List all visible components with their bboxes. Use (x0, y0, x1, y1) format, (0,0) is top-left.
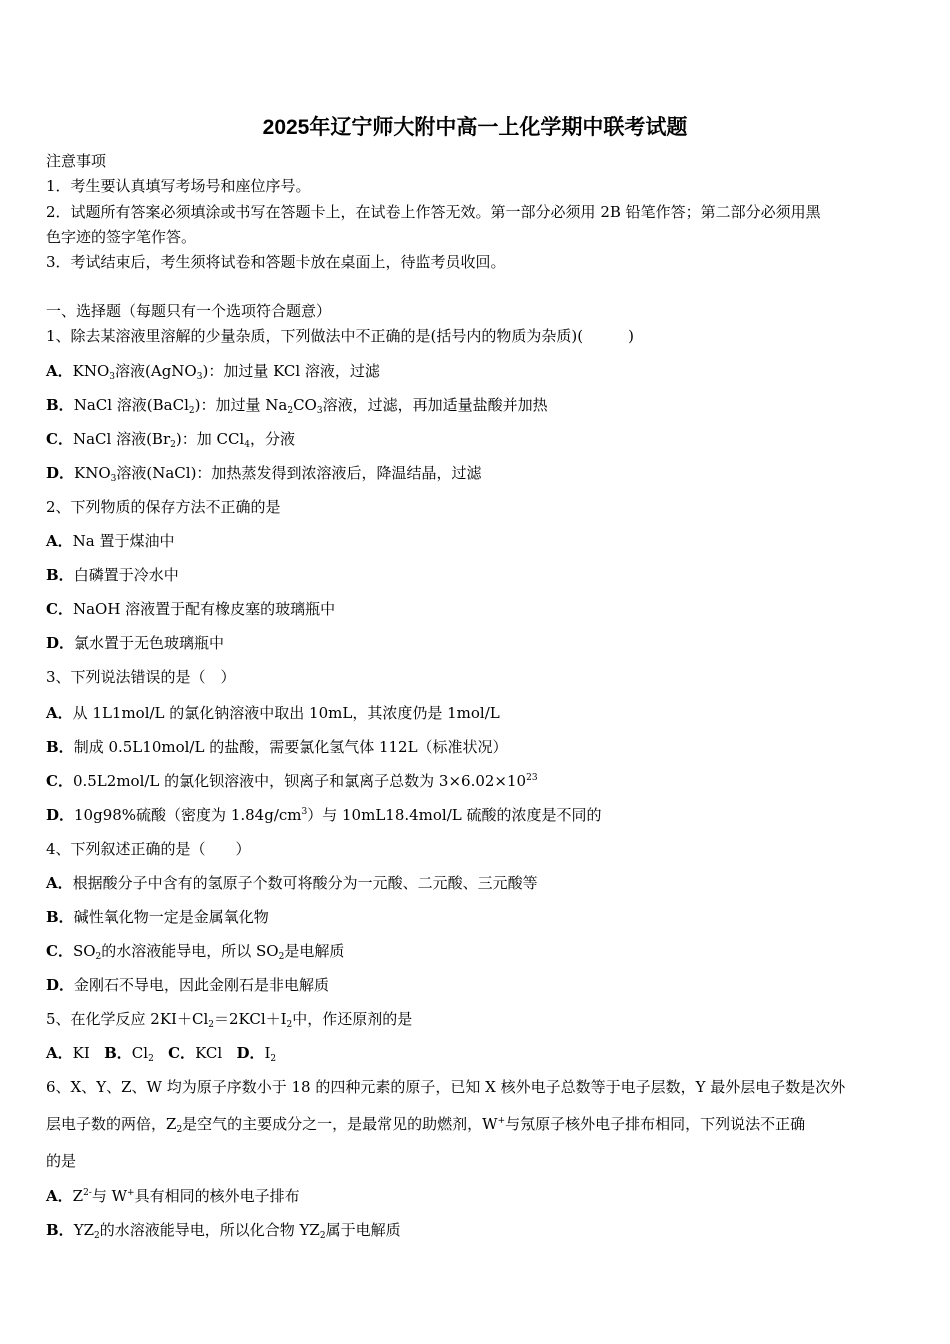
question-1-option-d: D．$KNO_3$溶液(NaCl)：加热蒸发得到浓溶液后，降温结晶，过滤 (46, 464, 482, 484)
question-3-stem: 3、下列说法错误的是（ ） (46, 668, 236, 686)
question-3-option-c: C．0.5L2mol/L 的氯化钡溶液中，钡离子和氯离子总数为 $3\times 6.02\times 10^{23}$ (46, 772, 538, 790)
question-4-option-b: B．碱性氧化物一定是金属氧化物 (46, 908, 269, 926)
question-1-option-b: B．NaCl 溶液(BaCl$_2$)：加过量 $Na_2CO_3$溶液，过滤，再加适量盐酸并加热 (46, 396, 548, 416)
question-4-option-a: A．根据酸分子中含有的氢原子个数可将酸分为一元酸、二元酸、三元酸等 (46, 874, 538, 892)
question-2-stem: 2、下列物质的保存方法不正确的是 (46, 498, 281, 516)
question-4-stem: 4、下列叙述正确的是（ ） (46, 840, 251, 858)
question-1-stem: 1、除去某溶液里溶解的少量杂质，下列做法中不正确的是(括号内的物质为杂质)( ) (46, 327, 634, 345)
section-heading: 一、选择题（每题只有一个选项符合题意） (46, 302, 332, 320)
question-5-stem: 5、在化学反应 $2KI+Cl_2=2KCl+I_2$中，作还原剂的是 (46, 1010, 413, 1030)
question-1-option-a: A．$KNO_3$溶液(AgNO$_3$)：加过量 KCl 溶液，过滤 (46, 362, 380, 382)
notice-item-2-cont: 色字迹的签字笔作答。 (46, 228, 197, 246)
question-4-option-c: C．$SO_2$的水溶液能导电，所以 $SO_2$是电解质 (46, 942, 345, 962)
notice-item-2: 2．试题所有答案必须填涂或书写在答题卡上，在试卷上作答无效。第一部分必须用 2B 铅笔作答；第二部分必须用黑 (46, 203, 821, 221)
notice-heading: 注意事项 (46, 152, 107, 170)
notice-item-1: 1．考生要认真填写考场号和座位序号。 (46, 177, 311, 195)
question-2-option-a: A．Na 置于煤油中 (46, 532, 175, 550)
question-3-option-a: A．从 1L1mol/L 的氯化钠溶液中取出 10mL，其浓度仍是 1mol/L (46, 704, 500, 722)
question-5-options: A．KI B．$Cl_2$ C．KCl D．$I_2$ (46, 1044, 277, 1064)
page-title: 2025年辽宁师大附中高一上化学期中联考试题 (262, 116, 688, 139)
question-6-stem-line-3: 的是 (46, 1152, 77, 1170)
question-6-stem-line-1: 6、X、Y、Z、W 均为原子序数小于 18 的四种元素的原子，已知 X 核外电子总数等于电子层数，Y 最外层电子数是次外 (46, 1078, 846, 1096)
question-2-option-b: B．白磷置于冷水中 (46, 566, 179, 584)
question-2-option-c: C．NaOH 溶液置于配有橡皮塞的玻璃瓶中 (46, 600, 336, 618)
question-6-option-a: A．$Z^{2-}$与 W+具有相同的核外电子排布 (46, 1187, 300, 1205)
question-6-option-b: B．$YZ_2$的水溶液能导电，所以化合物 $YZ_2$属于电解质 (46, 1221, 401, 1241)
question-4-option-d: D．金刚石不导电，因此金刚石是非电解质 (46, 976, 330, 994)
question-6-stem-line-2: 层电子数的两倍，$Z_2$是空气的主要成分之一，是最常见的助燃剂，W+与氖原子核外电子排布相同，下列说法不正确 (46, 1115, 806, 1135)
question-2-option-d: D．氯水置于无色玻璃瓶中 (46, 634, 225, 652)
question-3-option-d: D．10g98%硫酸（密度为 $1.84g/cm^3$）与 10mL18.4mol/L 硫酸的浓度是不同的 (46, 806, 602, 824)
question-3-option-b: B．制成 0.5L10mol/L 的盐酸，需要氯化氢气体 112L（标准状况） (46, 738, 508, 756)
notice-item-3: 3．考试结束后，考生须将试卷和答题卡放在桌面上，待监考员收回。 (46, 253, 506, 271)
question-1-option-c: C．NaCl 溶液$(Br_2)$：加 CCl$_4$，分液 (46, 430, 295, 450)
